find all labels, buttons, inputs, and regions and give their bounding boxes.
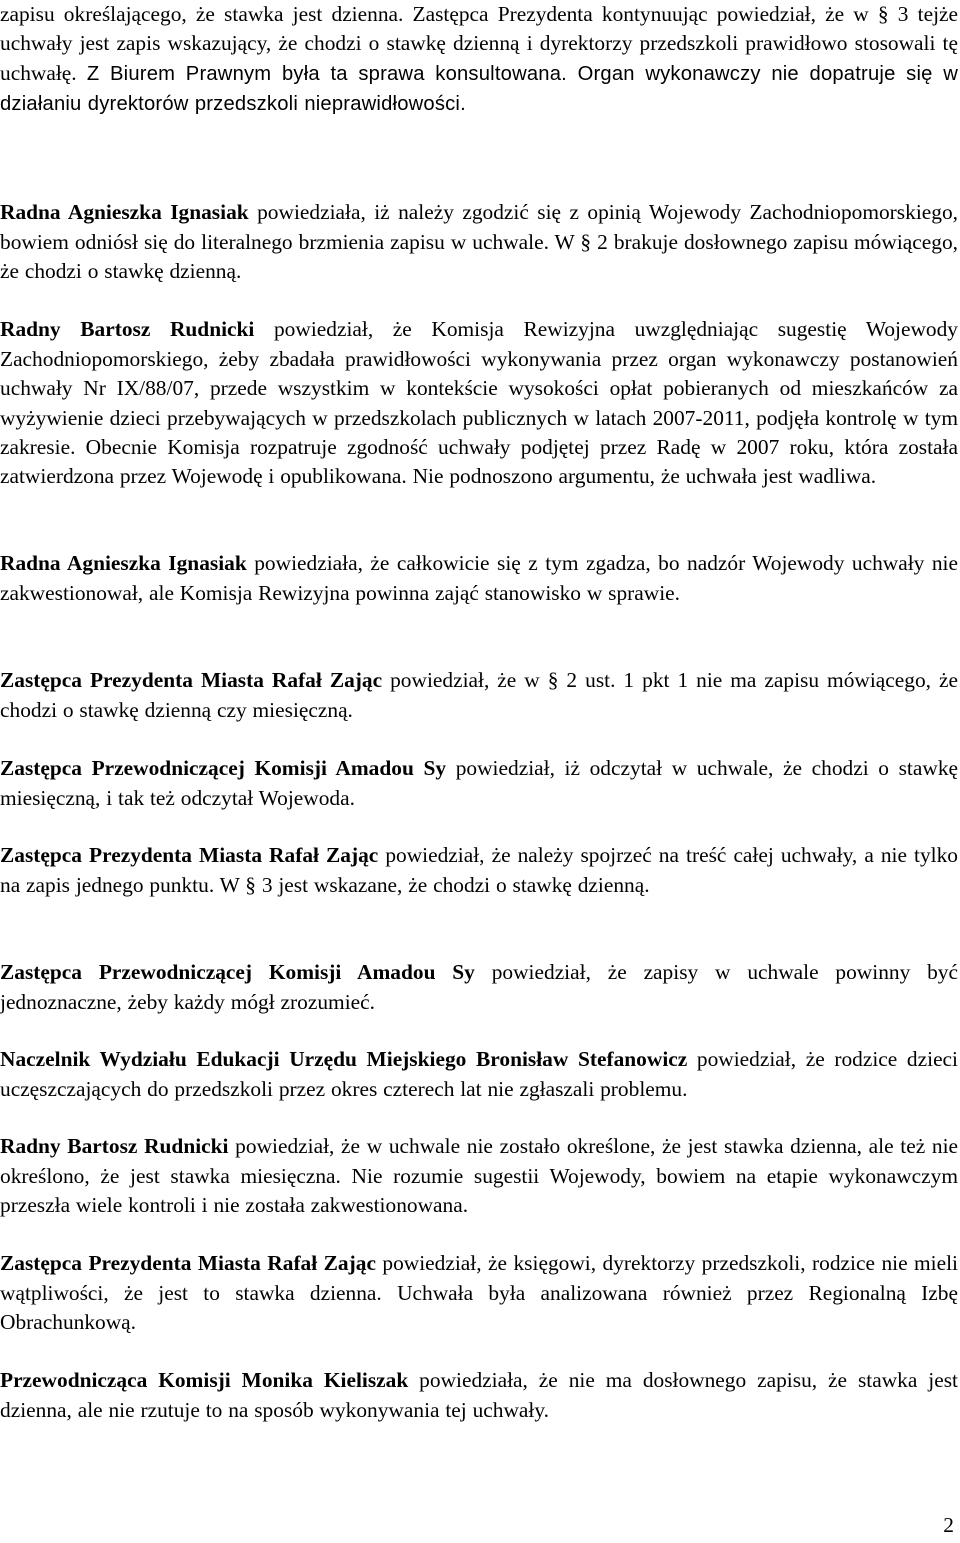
- paragraph-statement: [0, 1132, 958, 1220]
- paragraph-text: powiedział, że księgowi, dyrektorzy przedszkoli, rodzice nie mieli wątpliwości, że jest to stawka dzienna. Uchwała była analizowana również przez Regionalną Izbę Obrachunkową.: [0, 1251, 958, 1335]
- paragraph-text: powiedział, iż odczytał w uchwale, że chodzi o stawkę miesięczną, i tak też odczytał Wojewoda.: [0, 756, 959, 810]
- speaker-name: Radna Agnieszka Ignasiak: [0, 200, 249, 225]
- paragraph-statement: [0, 666, 958, 725]
- paragraph-statement: [0, 1249, 958, 1337]
- speaker-name: Radny Bartosz Rudnicki: [0, 1134, 229, 1159]
- paragraph-text: powiedział, że w uchwale nie zostało określone, że jest stawka dzienna, ale też nie określono, że jest stawka miesięczna. Nie rozumie sugestii Wojewody, bowiem na etapie wykonawczym przeszła wiele kontroli i nie została zakwestionowana.: [0, 1134, 959, 1218]
- speaker-name: Naczelnik Wydziału Edukacji Urzędu Miejskiego Bronisław Stefanowicz: [0, 1047, 688, 1072]
- paragraph-statement: [0, 958, 958, 1017]
- paragraph-statement: [0, 315, 958, 491]
- paragraph-statement: [0, 1045, 958, 1104]
- speaker-name: Zastępca Prezydenta Miasta Rafał Zając: [0, 843, 379, 868]
- paragraph-text-sans: Z Biurem Prawnym była ta sprawa konsultowana. Organ wykonawczy nie dopatruje się w działaniu dyrektorów przedszkoli nieprawidłowości.: [0, 62, 958, 116]
- speaker-name: Radny Bartosz Rudnicki: [0, 317, 255, 342]
- speaker-name: Radna Agnieszka Ignasiak: [0, 551, 247, 576]
- paragraph-text: powiedział, że rodzice dzieci uczęszczających do przedszkoli przez okres czterech lat nie zgłaszali problemu.: [0, 1047, 958, 1101]
- paragraph-statement: [0, 198, 958, 286]
- paragraph-statement: [0, 549, 958, 608]
- speaker-name: Zastępca Przewodniczącej Komisji Amadou Sy: [0, 960, 475, 985]
- paragraph-text: powiedział, że Komisja Rewizyjna uwzględniając sugestię Wojewody Zachodniopomorskiego, żeby zbadała prawidłowości wykonywania przez organ wykonawczy postanowień uchwały Nr IX/88/07, przede wszystkim w kontekście wysokości opłat pobieranych od mieszkańców za wyżywienie dzieci przebywających w przedszkolach publicznych w latach 2007-2011, podjęła kontrolę w tym zakresie. Obecnie Komisja rozpatruje zgodność uchwały podjętej przez Radę w 2007 roku, która została zatwierdzona przez Wojewodę i opublikowana. Nie podnoszono argumentu, że uchwała jest wadliwa.: [0, 317, 958, 489]
- paragraph-text: powiedziała, że nie ma dosłownego zapisu, że stawka jest dzienna, ale nie rzutuje to na sposób wykonywania tej uchwały.: [0, 1368, 958, 1422]
- speaker-name: Przewodnicząca Komisji Monika Kieliszak: [0, 1368, 409, 1393]
- paragraph-statement: [0, 1366, 958, 1425]
- paragraph-text: zapisu określającego, że stawka jest dzienna. Zastępca Prezydenta kontynuując powiedział, że w § 3 tejże uchwały jest zapis wskazujący, że chodzi o stawkę dzienną i dyrektorzy przedszkoli prawidłowo stosowali tę uchwałę.: [0, 2, 958, 85]
- paragraph-text: powiedział, że zapisy w uchwale powinny być jednoznaczne, żeby każdy mógł zrozumieć.: [0, 960, 958, 1014]
- speaker-name: Zastępca Prezydenta Miasta Rafał Zając: [0, 668, 383, 693]
- paragraph-statement: [0, 841, 958, 900]
- paragraph-text: powiedział, że w § 2 ust. 1 pkt 1 nie ma zapisu mówiącego, że chodzi o stawkę dzienną czy miesięczną.: [0, 668, 958, 722]
- paragraph-text: powiedziała, że całkowicie się z tym zgadza, bo nadzór Wojewody uchwały nie zakwestionował, ale Komisja Rewizyjna powinna zająć stanowisko w sprawie.: [0, 551, 958, 605]
- paragraph-statement: [0, 754, 958, 813]
- page-number: 2: [943, 1513, 954, 1537]
- paragraph-text: powiedział, że należy spojrzeć na treść całej uchwały, a nie tylko na zapis jednego punktu. W § 3 jest wskazane, że chodzi o stawkę dzienną.: [0, 843, 959, 897]
- speaker-name: Zastępca Przewodniczącej Komisji Amadou Sy: [0, 756, 447, 781]
- paragraph-continuation: [0, 0, 958, 120]
- speaker-name: Zastępca Prezydenta Miasta Rafał Zając: [0, 1251, 376, 1276]
- paragraph-text: powiedziała, iż należy zgodzić się z opinią Wojewody Zachodniopomorskiego, bowiem odniósł się do literalnego brzmienia zapisu w uchwale. W § 2 brakuje dosłownego zapisu mówiącego, że chodzi o stawkę dzienną.: [0, 200, 958, 284]
